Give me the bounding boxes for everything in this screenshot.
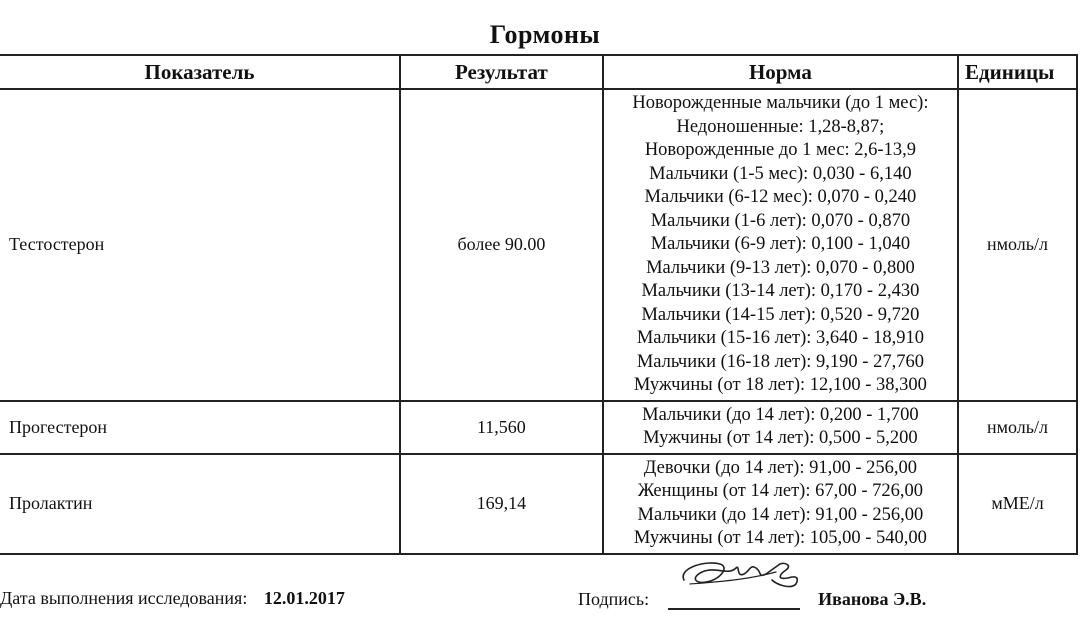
norm-line: Новорожденные мальчики (до 1 мес): bbox=[632, 93, 929, 113]
column-header-result: Результат bbox=[400, 55, 603, 89]
norm-line: Мужчины (от 18 лет): 12,100 - 38,300 bbox=[633, 375, 927, 395]
norm-line: Мальчики (6-12 мес): 0,070 - 0,240 bbox=[644, 187, 917, 207]
norm-line: Мальчики (14-15 лет): 0,520 - 9,720 bbox=[641, 304, 920, 325]
execution-date bbox=[0, 588, 345, 609]
norm-line: Мальчики (9-13 лет): 0,070 - 0,800 bbox=[646, 257, 915, 278]
column-header-norm: Норма bbox=[603, 55, 958, 89]
table-row bbox=[0, 401, 1077, 454]
norm-line: Мальчики (1-5 мес): 0,030 - 6,140 bbox=[649, 163, 912, 184]
norm-line: Девочки (до 14 лет): 91,00 - 256,00 bbox=[643, 457, 917, 478]
norm-line: Новорожденные до 1 мес: 2,6-13,9 bbox=[644, 140, 916, 160]
result-value: более 90.00 bbox=[400, 89, 603, 401]
norm-line: Мальчики (15-16 лет): 3,640 - 18,910 bbox=[636, 328, 924, 348]
norm-line: Мальчики (до 14 лет): 91,00 - 256,00 bbox=[637, 504, 924, 525]
norm-line: Мальчики (до 14 лет): 0,200 - 1,700 bbox=[642, 404, 919, 425]
signature-block bbox=[578, 588, 926, 610]
norm-line: Мужчины (от 14 лет): 105,00 - 540,00 bbox=[633, 528, 927, 548]
table-row bbox=[0, 89, 1077, 401]
result-value: 169,14 bbox=[400, 454, 603, 554]
results-table bbox=[0, 54, 1078, 555]
norm-line: Мальчики (16-18 лет): 9,190 - 27,760 bbox=[636, 351, 924, 372]
unit-value: нмоль/л bbox=[958, 401, 1077, 454]
unit-value: мМЕ/л bbox=[958, 454, 1077, 554]
signature-line bbox=[668, 588, 800, 610]
norm-line: Мальчики (6-9 лет): 0,100 - 1,040 bbox=[650, 234, 911, 254]
indicator-name: Пролактин bbox=[0, 454, 400, 554]
norm-line: Мужчины (от 14 лет): 0,500 - 5,200 bbox=[643, 428, 918, 448]
table-header-row bbox=[0, 55, 1077, 89]
page-title: Гормоны bbox=[489, 20, 601, 49]
table-row bbox=[0, 454, 1077, 554]
signature-label: Подпись: bbox=[578, 589, 650, 609]
norm-cell bbox=[603, 89, 958, 401]
norm-line: Мальчики (13-14 лет): 0,170 - 2,430 bbox=[641, 281, 920, 301]
column-header-units: Единицы bbox=[958, 55, 1077, 89]
date-value: 12.01.2017 bbox=[263, 588, 345, 608]
unit-value: нмоль/л bbox=[958, 89, 1077, 401]
norm-line: Женщины (от 14 лет): 67,00 - 726,00 bbox=[637, 481, 923, 501]
column-header-indicator: Показатель bbox=[0, 55, 400, 89]
norm-cell bbox=[603, 454, 958, 554]
indicator-name: Тестостерон bbox=[0, 89, 400, 401]
norm-cell bbox=[603, 401, 958, 454]
result-value: 11,560 bbox=[400, 401, 603, 454]
indicator-name: Прогестерон bbox=[0, 401, 400, 454]
norm-line: Недоношенные: 1,28-8,87; bbox=[676, 116, 885, 137]
date-label: Дата выполнения исследования: bbox=[0, 588, 248, 608]
norm-line: Мальчики (1-6 лет): 0,070 - 0,870 bbox=[650, 210, 911, 231]
signer-name: Иванова Э.В. bbox=[818, 589, 927, 609]
